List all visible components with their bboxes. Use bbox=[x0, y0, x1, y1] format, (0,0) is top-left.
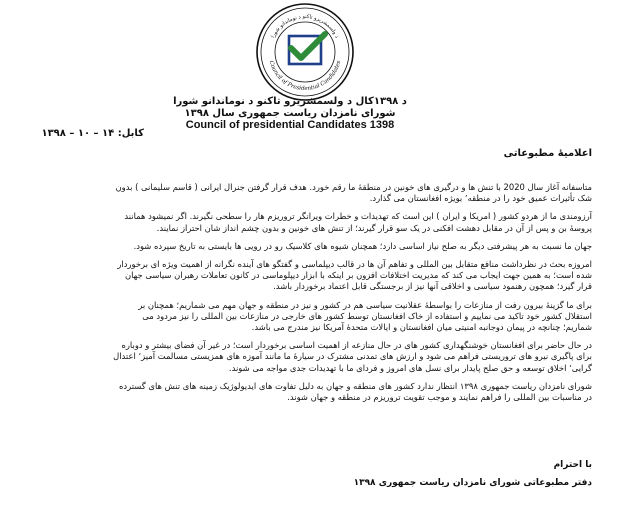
checkmark-icon bbox=[289, 34, 325, 64]
header-farsi: شورای نامزدان ریاست جمهوری سال ۱۳۹۸ bbox=[184, 108, 396, 119]
paragraph: امروزه بحث در نظرداشت منافع متقابل بین المللی و تفاهم آن ها در قالب دیپلماسی و گفتگو های آینده نگرانه از اهمیت ویژه ای برخوردار شده است؛ به همین جهت ایجاب می کند که مدیریت اختلافات افزون بر اینکه با ابزار دیپلوماسی در کانون تعاملات رهبران سیاسی جهان قرار گیرد؛ همچون رهنمود سیاسی و اخلاقی آنها نیز از برجستگی قابل اعتماد برخوردار باشد. bbox=[117, 259, 592, 292]
paragraph: در حال حاضر برای افغانستان خوشنگهداری کشور های در حال منازعه از اهمیت اساسی برخوردار است؛ در غیر آن فضای بیشتر و دوباره برای پاگیری نیرو های تروریستی فراهم می شود و ارزش های تمدنی مشترک در سیارهٔ ما مانند آموزه های همزیستی مسالمت آمیز٬ اعتدال گرایی٬ اخلاق توسعه و حق صلح پایدار برای نسل های امروز و فردای ما با تهدیدات جدی مواجه می شوند. bbox=[113, 340, 592, 373]
closing-salutation: با احترام bbox=[553, 460, 592, 470]
document-title: اعلامیهٔ مطبوعاتی bbox=[503, 148, 592, 159]
header-pashto: د ۱۳۹۸کال د ولسمشریزو تاکنو د نوماندانو شورا bbox=[173, 96, 407, 107]
date-line: کابل: ۱۴ – ۱۰ – ۱۳۹۸ bbox=[41, 128, 144, 139]
seal-graphic bbox=[255, 2, 355, 102]
paragraph: جهان ما نسبت به هر پیشرفتی دیگر به صلح نیاز اساسی دارد؛ همچنان شیوه های کلاسیک رو در رویی ها بایستی به تاریخ سپرده شود. bbox=[133, 240, 592, 251]
paragraph: شورای نامزدان ریاست جمهوری ۱۳۹۸ انتظار ندارد کشور های منطقه و جهان به دلیل تفاوت های ایدیولوژیک زمینه های تنش های گسترده در مناسبات بین المللی را فراهم نمایند و موجب تقویت تروریزم در منطقه و جهان شوند. bbox=[119, 380, 592, 403]
body-text bbox=[112, 182, 592, 410]
seal-text-top: د ولسمشریزو تاکنو د نوماندانو شورا bbox=[270, 13, 340, 40]
paragraph: متاسفانه آغاز سال 2020 با تنش ها و درگیری های خونین در منطقهٔ ما رقم خورد. هدف قرار گرفتن جنرال ایرانی ( قاسم سلیمانی ) بدون شک تأثیرات عمیق خود را در منطقه٬ بویژه افغانستان می گذارد. bbox=[115, 182, 592, 204]
paragraph: آرزومندی ما از هردو کشور ( امریکا و ایران ) این است که تهدیدات و خطرات ویرانگر تروریزم هار را سطحی نگیرند. اگر نمیشود همانند پروسهٔ بن و پس از آن در مقابل دهشت افکنی در یک سو قرار گیرند؛ از تنش های خونین و بدون چشم انداز شان احتراز نمایند. bbox=[124, 211, 592, 233]
header-english: Council of presidential Candidates 1398 bbox=[185, 119, 395, 131]
seal-text-bottom: Council of Presidential Candidates bbox=[267, 60, 343, 93]
council-seal-logo bbox=[255, 2, 355, 102]
signature-line: دفتر مطبوعاتی شورای نامزدان ریاست جمهوری ۱۳۹۸ bbox=[353, 478, 592, 488]
paragraph: برای ما گزینهٔ بیرون رفت از منازعات را بواسطهٔ عقلانیت سیاسی هم در کشور و نیز در منطقه و جهان مهم می شماریم؛ همچنان بر استقلال کشور خود تاکید می نماییم و استفاده از خاک افغانستان توسط کشور های خارجی در منازعات بین المللی را نیز مردود می شماریم؛ چنانچه در پیمان دوجانبه امنیتی میان افغانستان و ایالات متحدهٔ آمریکا نیز مندرج می باشد. bbox=[138, 299, 592, 333]
